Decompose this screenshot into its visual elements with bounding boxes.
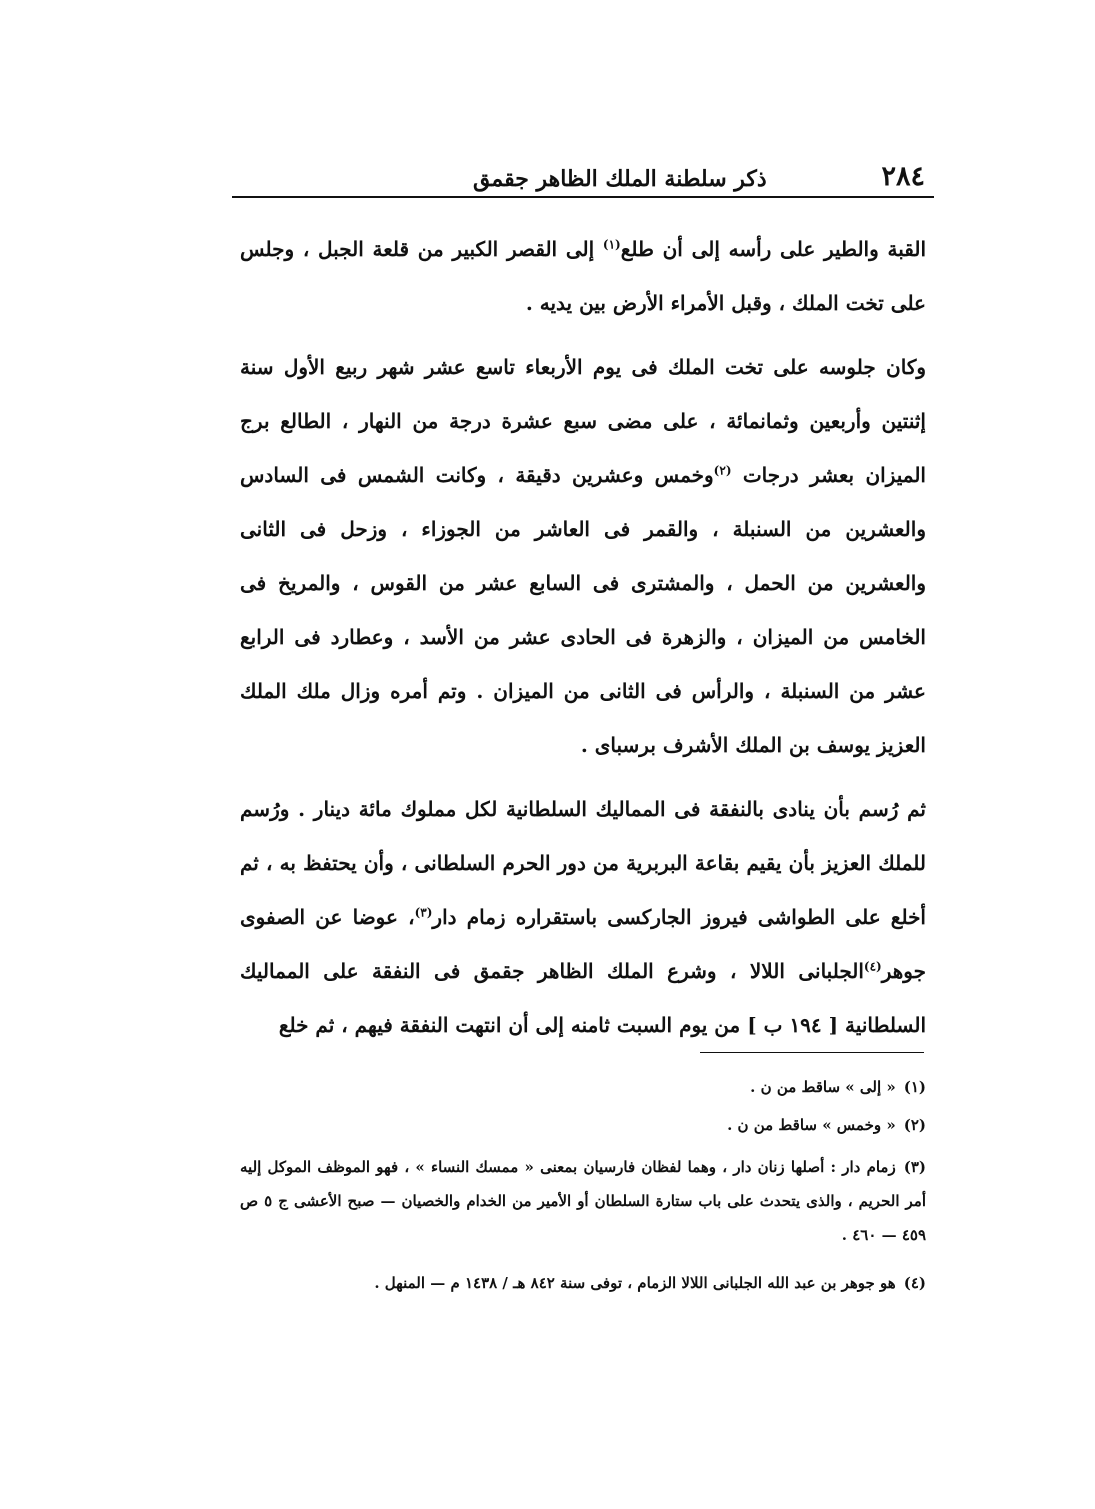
footnote-number: (٤) [903, 1274, 926, 1292]
footnote-4 [240, 1264, 926, 1302]
footnote-number: (٣) [903, 1158, 926, 1176]
paragraph-1 [240, 222, 926, 330]
main-text [240, 222, 926, 1052]
footnote-ref-1[interactable]: (١) [602, 237, 621, 252]
footnote-2 [240, 1106, 926, 1144]
footnote-ref-2[interactable]: (٢) [713, 463, 732, 478]
footnote-text: هو جوهر بن عبد الله الجلبانى اللالا الزمام ، توفى سنة ٨٤٢ هـ / ١٤٣٨ م — المنهل . [374, 1274, 896, 1292]
footnotes [240, 1068, 926, 1302]
running-title: ذكر سلطنة الملك الظاهر جقمق [473, 166, 767, 192]
footnote-ref-4[interactable]: (٤) [863, 959, 882, 974]
footnote-3 [240, 1150, 926, 1252]
footnote-number: (١) [903, 1078, 926, 1096]
footnote-ref-3[interactable]: (٣) [414, 905, 433, 920]
footnote-number: (٢) [903, 1116, 926, 1134]
footnote-text: « وخمس » ساقط من ن . [727, 1116, 896, 1134]
paragraph-2-part-b: وخمس وعشرين دقيقة ، وكانت الشمس فى السادس والعشرين من السنبلة ، والقمر فى العاشر من الجوزاء ، وزحل فى الثانى والعشرين من الحمل ، والمشترى فى السابع عشر من القوس ، والمريخ فى الخامس من الميزان ، والزهرة فى الحادى عشر من الأسد ، وعطارد فى الرابع عشر من السنبلة ، والرأس فى الثانى من الميزان . وتم أمره وزال ملك الملك العزيز يوسف بن الملك الأشرف برسباى . [240, 463, 926, 757]
paragraph-3-part-c: الجلبانى اللالا ، وشرع الملك الظاهر جقمق فى النفقة على المماليك السلطانية [ ١٩٤ ب ] من يوم السبت ثامنه إلى أن انتهت النفقة فيهم ، ثم خلع [240, 959, 926, 1037]
header-rule [232, 196, 934, 198]
paragraph-2 [240, 340, 926, 772]
paragraph-2-part-a: وكان جلوسه على تخت الملك فى يوم الأربعاء تاسع عشر شهر ربيع الأول سنة إثنتين وأربعين وثمانمائة ، على مضى سبع عشرة درجة من النهار ، الطالع برج الميزان بعشر درجات [240, 355, 926, 487]
paragraph-3-part-a: ثم رُسم بأن ينادى بالنفقة فى المماليك السلطانية لكل مملوك مائة دينار . ورُسم للملك العزيز بأن يقيم بقاعة البربرية من دور الحرم السلطانى ، وأن يحتفظ به ، ثم أخلع على الطواشى فيروز الجاركسى باستقراره زمام دار [240, 797, 926, 929]
paragraph-3-part-b: ، عوضا عن الصفوى جوهر [240, 905, 926, 983]
footnote-1 [240, 1068, 926, 1106]
footnote-text: « إلى » ساقط من ن . [750, 1078, 896, 1096]
page-header [245, 148, 925, 192]
footnote-text: زمام دار : أصلها زنان دار ، وهما لفظان فارسيان بمعنى « ممسك النساء » ، فهو الموظف الموكل إليه أمر الحريم ، والذى يتحدث على باب ستارة السلطان أو الأمير من الخدام والخصيان — صبح الأعشى ج ٥ ص ٤٥٩ — ٤٦٠ . [240, 1158, 926, 1244]
page-number: ٢٨٤ [881, 161, 925, 192]
paragraph-1-part-b: إلى القصر الكبير من قلعة الجبل ، وجلس على تخت الملك ، وقبل الأمراء الأرض بين يديه . [240, 237, 926, 315]
footnote-rule [700, 1052, 924, 1053]
paragraph-3 [240, 782, 926, 1052]
paragraph-1-part-a: القبة والطير على رأسه إلى أن طلع [620, 237, 926, 261]
